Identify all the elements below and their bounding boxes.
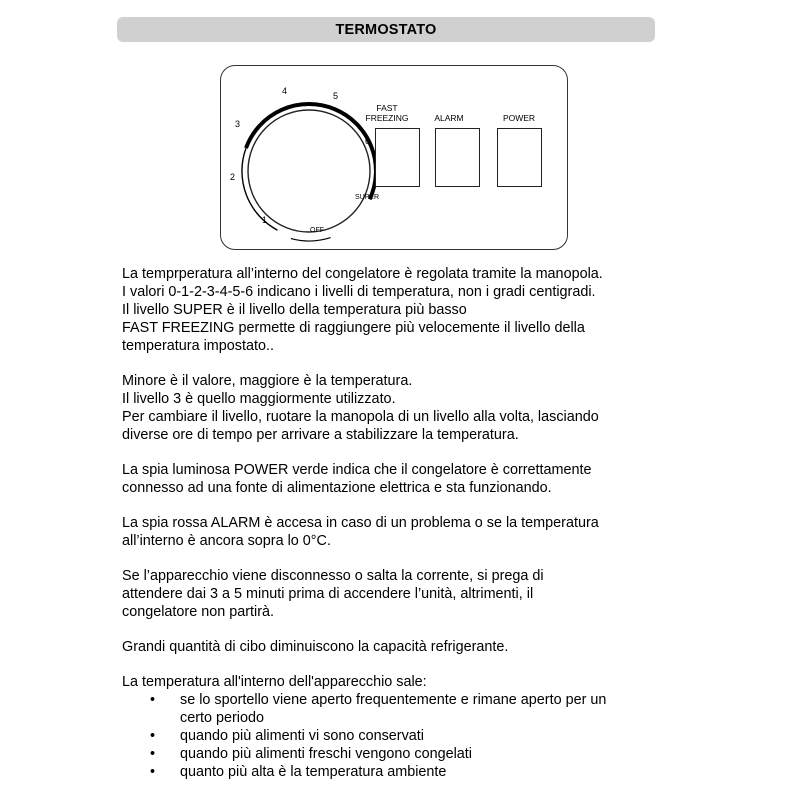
text-line: La temprperatura all’interno del congelatore è regolata tramite la manopola.: [122, 266, 603, 282]
dial-scale-arc: [242, 148, 278, 230]
dial-number-4: 4: [282, 86, 288, 96]
alarm-indicator: [435, 128, 480, 187]
text-line: connesso ad una fonte di alimentazione elettrica e sta funzionando.: [122, 480, 552, 496]
section-title: TERMOSTATO: [335, 21, 437, 38]
dial-number-5: 5: [333, 91, 339, 101]
thermostat-knob: [248, 110, 370, 232]
bullet-list: [122, 691, 682, 781]
text-line: all’interno è ancora sopra lo 0°C.: [122, 533, 331, 549]
paragraph-5: [122, 567, 682, 621]
list-item: • quanto più alta è la temperatura ambiente: [122, 763, 682, 781]
text-line: Minore è il valore, maggiore è la temperatura.: [122, 373, 413, 389]
paragraph-1: [122, 265, 682, 355]
list-item: • se lo sportello viene aperto frequentemente e rimane aperto per un: [122, 691, 682, 709]
text-line: Il livello SUPER è il livello della temperatura più basso: [122, 302, 467, 318]
alarm-label: ALARM: [434, 113, 464, 123]
text-line: Se l’apparecchio viene disconnesso o salta la corrente, si prega di: [122, 568, 544, 584]
text-line: I valori 0-1-2-3-4-5-6 indicano i livelli di temperatura, non i gradi centigradi.: [122, 284, 596, 300]
paragraph-2: [122, 372, 682, 444]
dial-off-arc: [291, 238, 331, 241]
list-intro: La temperatura all'interno dell'apparecchio sale:: [122, 674, 427, 690]
paragraph-6: [122, 638, 682, 656]
paragraph-4: [122, 514, 682, 550]
temperature-rise-list: [122, 673, 682, 781]
text-line: Per cambiare il livello, ruotare la manopola di un livello alla volta, lasciando: [122, 409, 599, 425]
text-line: temperatura impostato..: [122, 338, 274, 354]
text-line: attendere dai 3 a 5 minuti prima di accendere l’unità, altrimenti, il: [122, 586, 534, 602]
dial-number-3: 3: [235, 119, 241, 129]
dial-number-2: 2: [230, 172, 236, 182]
text-line: Il livello 3 è quello maggiormente utilizzato.: [122, 391, 396, 407]
fast-freezing-button[interactable]: [375, 128, 420, 187]
list-item: • quando più alimenti vi sono conservati: [122, 727, 682, 745]
paragraph-3: [122, 461, 682, 497]
dial-number-6: 6: [365, 136, 371, 146]
dial-number-1: 1: [262, 215, 268, 225]
thermostat-panel: [220, 65, 568, 250]
dial-super-label: SUPER: [355, 194, 380, 201]
power-label: POWER: [502, 113, 536, 123]
instructions-text: [122, 265, 682, 798]
text-line: La spia luminosa POWER verde indica che il congelatore è correttamente: [122, 462, 592, 478]
fast-freezing-label-line1: FAST: [376, 103, 398, 113]
section-header: [117, 17, 655, 42]
text-line: Grandi quantità di cibo diminuiscono la capacità refrigerante.: [122, 639, 509, 655]
fast-freezing-label: [357, 103, 417, 123]
power-indicator: [497, 128, 542, 187]
list-item-continuation: certo periodo: [180, 710, 264, 726]
dial-off-label: OFF: [310, 227, 324, 234]
fast-freezing-label-line2: FREEZING: [365, 113, 409, 123]
text-line: diverse ore di tempo per arrivare a stabilizzare la temperatura.: [122, 427, 519, 443]
text-line: La spia rossa ALARM è accesa in caso di un problema o se la temperatura: [122, 515, 599, 531]
list-item: • quando più alimenti freschi vengono congelati: [122, 745, 682, 763]
text-line: FAST FREEZING permette di raggiungere più velocemente il livello della: [122, 320, 585, 336]
text-line: congelatore non partirà.: [122, 604, 275, 620]
